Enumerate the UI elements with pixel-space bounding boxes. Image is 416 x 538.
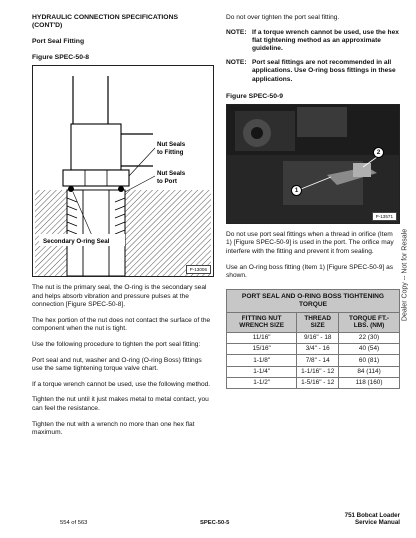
note [226,59,400,84]
manual-title [345,512,400,527]
table-row [227,366,400,377]
paragraph: Tighten the nut with a wrench no more than one hex flat maximum. [32,420,195,437]
table-cell: 15/16" [227,343,297,354]
left-column [32,14,212,438]
table-cell: 1-1/16" - 12 [297,366,339,377]
paragraph: Tighten the nut until it just makes metal to metal contact, you can feel the resistance. [32,396,209,412]
table-cell: 40 (54) [339,343,400,354]
callout-2: 2 [373,147,384,158]
table-row [227,355,400,366]
note-text: If a torque wrench cannot be used, use the hex flat tightening method as an approximate guideline. [252,28,399,52]
paragraph-oring-boss: Use an O-ring boss fitting (Item 1) [Figure SPEC-50-9] as shown. [226,263,394,280]
label-nut-seals-port-1: Nut Seals [157,170,186,177]
table-cell: 3/4" - 16 [297,343,339,354]
manual-line: Service Manual [354,519,400,527]
paragraph: If a torque wrench cannot be used, use the following method. [32,380,211,388]
section-title [32,14,212,30]
intro-text: Do not over tighten the port seal fitting. [226,14,340,21]
right-column [226,14,400,389]
model-line: 751 Bobcat Loader [344,512,400,519]
table-cell: 11/16" [227,332,297,343]
note-text: Port seal fittings are not recommended in all applications. Use O-ring boss fittings in these applications. [252,59,396,83]
table-row [227,332,400,343]
photo-tag: P-13571 [372,212,397,221]
page-footer [32,507,400,533]
table-cell: 1-1/2" [227,378,297,389]
note [226,29,400,54]
callout-1: 1 [291,185,302,196]
table-row [227,378,400,389]
paragraph: The nut is the primary seal, the O-ring is the secondary seal and helps absorb vibration and pressure pulses at the connection [Figure SPEC-50-8]. [32,284,207,309]
table-cell: 118 (160) [339,378,400,389]
label-nut-seals-fitting-1: Nut Seals [157,141,186,148]
table-cell: 7/8" - 14 [297,355,339,366]
page-code: SPEC-50-5 [200,520,230,526]
note-label: NOTE: [226,59,247,67]
table-cell: 9/16" - 18 [297,332,339,343]
paragraph: The hex portion of the nut does not contact the surface of the component when the nut is tight. [32,316,211,333]
note-label: NOTE: [226,28,247,36]
table-cell: 1-5/16" - 12 [297,378,339,389]
figure-label-9: Figure SPEC-50-9 [226,92,284,100]
table-row [227,343,400,354]
table-cell: 1-1/8" [227,355,297,366]
figure-tag: P-13006 [186,265,211,274]
column-header: THREAD SIZE [297,312,339,332]
table-title: PORT SEAL AND O-RING BOSS TIGHTENING TORQUE [227,289,400,312]
paragraph: Port seal and nut, washer and O-ring (O-ring Boss) fittings use the same tightening torque valve chart. [32,356,202,373]
label-nut-seals-port-2: to Port [157,178,177,185]
label-secondary-oring: Secondary O-ring Seal [43,238,110,245]
port-seal-fitting-figure [32,65,214,277]
subheading: Port Seal Fitting [32,38,85,45]
table-cell: 84 (114) [339,366,400,377]
section-title-line-2: (CONT'D) [32,22,63,29]
photo-illustration [227,105,400,224]
paragraph: Use the following procedure to tighten the port seal fitting: [32,340,201,348]
figure-label-8: Figure SPEC-50-8 [32,54,90,61]
paragraph-orifice: Do not use port seal fittings when a thread in orifice (Item 1) [Figure SPEC-50-9] is used in the port. The orifice may interfere with the fitting and prevent it from sealing. [226,230,394,255]
table-cell: 60 (81) [339,355,400,366]
label-nut-seals-fitting-2: to Fitting [157,149,184,156]
page-count: 554 of 563 [60,520,88,526]
torque-table [226,289,400,390]
table-cell: 1-1/4" [227,366,297,377]
side-watermark [398,205,412,345]
oring-boss-photo [226,104,400,224]
watermark-text: Dealer Copy -- Not for Resale [401,228,409,322]
column-header: TORQUE FT.- LBS. (NM) [339,312,400,332]
fitting-cross-section-drawing [33,66,213,276]
section-title-line-1: HYDRAULIC CONNECTION SPECIFICATIONS [32,14,179,21]
table-cell: 22 (30) [339,332,400,343]
column-header: FITTING NUT WRENCH SIZE [227,312,297,332]
